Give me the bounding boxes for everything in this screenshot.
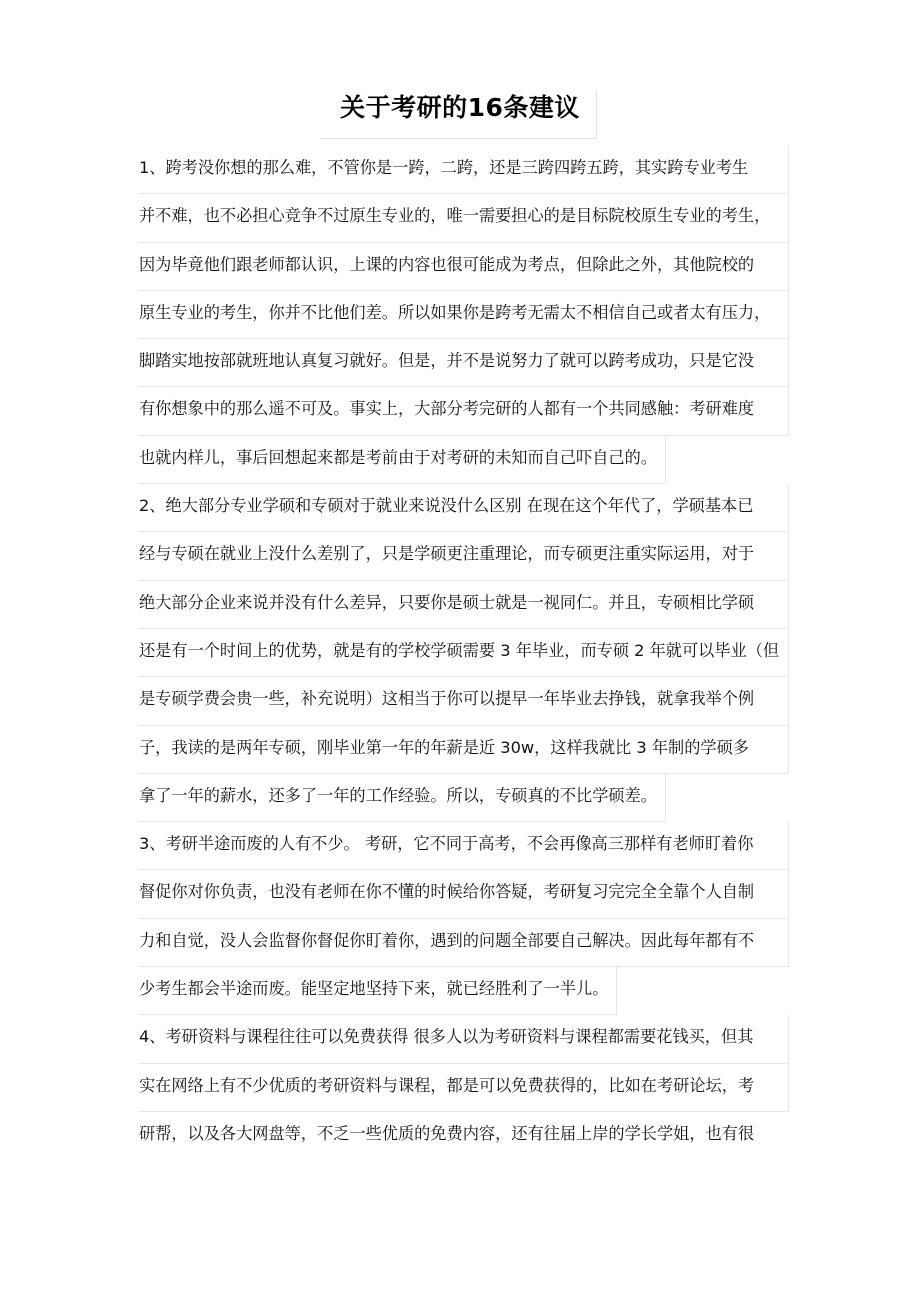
text-line: 研帮，以及各大网盘等，不乏一些优质的免费内容，还有往届上岸的学长学姐，也有很 [139,1123,755,1143]
text-line: 实在网络上有不少优质的考研资料与课程，都是可以免费获得的，比如在考研论坛，考 [139,1064,789,1112]
text-line: 还是有一个时间上的优势，就是有的学校学硕需要 3 年毕业，而专硕 2 年就可以毕业（但 [139,629,789,677]
text-line: 是专硕学费会贵一些，补充说明）这相当于你可以提早一年毕业去挣钱，就拿我举个例 [139,677,789,725]
text-line: 拿了一年的薪水，还多了一年的工作经验。所以，专硕真的不比学硕差。 [139,774,666,822]
text-line: 1、跨考没你想的那么难，不管你是一跨，二跨，还是三跨四跨五跨，其实跨专业考生 [139,146,789,194]
document-body [139,146,791,1160]
text-line: 也就内样儿，事后回想起来都是考前由于对考研的未知而自己吓自己的。 [139,436,666,484]
text-line: 绝大部分企业来说并没有什么差异，只要你是硕士就是一视同仁。并且，专硕相比学硕 [139,581,789,629]
text-line: 督促你对你负责，也没有老师在你不懂的时候给你答疑，考研复习完完全全靠个人自制 [139,870,789,918]
text-line: 2、绝大部分专业学硕和专硕对于就业来说没什么区别 在现在这个年代了，学硕基本已 [139,484,789,532]
text-line: 少考生都会半途而废。能坚定地坚持下来，就已经胜利了一半儿。 [139,967,617,1015]
text-line: 子，我读的是两年专硕，刚毕业第一年的年薪是近 30w，这样我就比 3 年制的学硕多 [139,726,789,774]
text-line: 力和自觉，没人会监督你督促你盯着你，遇到的问题全部要自己解决。因此每年都有不 [139,919,789,967]
text-line: 3、考研半途而废的人有不少。 考研，它不同于高考，不会再像高三那样有老师盯着你 [139,822,789,870]
document-title: 关于考研的16条建议 [340,93,580,122]
text-line: 经与专硕在就业上没什么差别了，只是学硕更注重理论，而专硕更注重实际运用，对于 [139,532,789,580]
text-line: 脚踏实地按部就班地认真复习就好。但是，并不是说努力了就可以跨考成功，只是它没 [139,339,789,387]
text-line: 4、考研资料与课程往往可以免费获得 很多人以为考研资料与课程都需要花钱买，但其 [139,1015,789,1063]
text-line: 因为毕竟他们跟老师都认识，上课的内容也很可能成为考点，但除此之外，其他院校的 [139,243,789,291]
text-line: 并不难，也不必担心竞争不过原生专业的，唯一需要担心的是目标院校原生专业的考生， [139,194,789,242]
text-line: 原生专业的考生，你并不比他们差。所以如果你是跨考无需太不相信自己或者太有压力， [139,291,789,339]
text-line: 有你想象中的那么遥不可及。事实上，大部分考完研的人都有一个共同感触：考研难度 [139,387,789,435]
